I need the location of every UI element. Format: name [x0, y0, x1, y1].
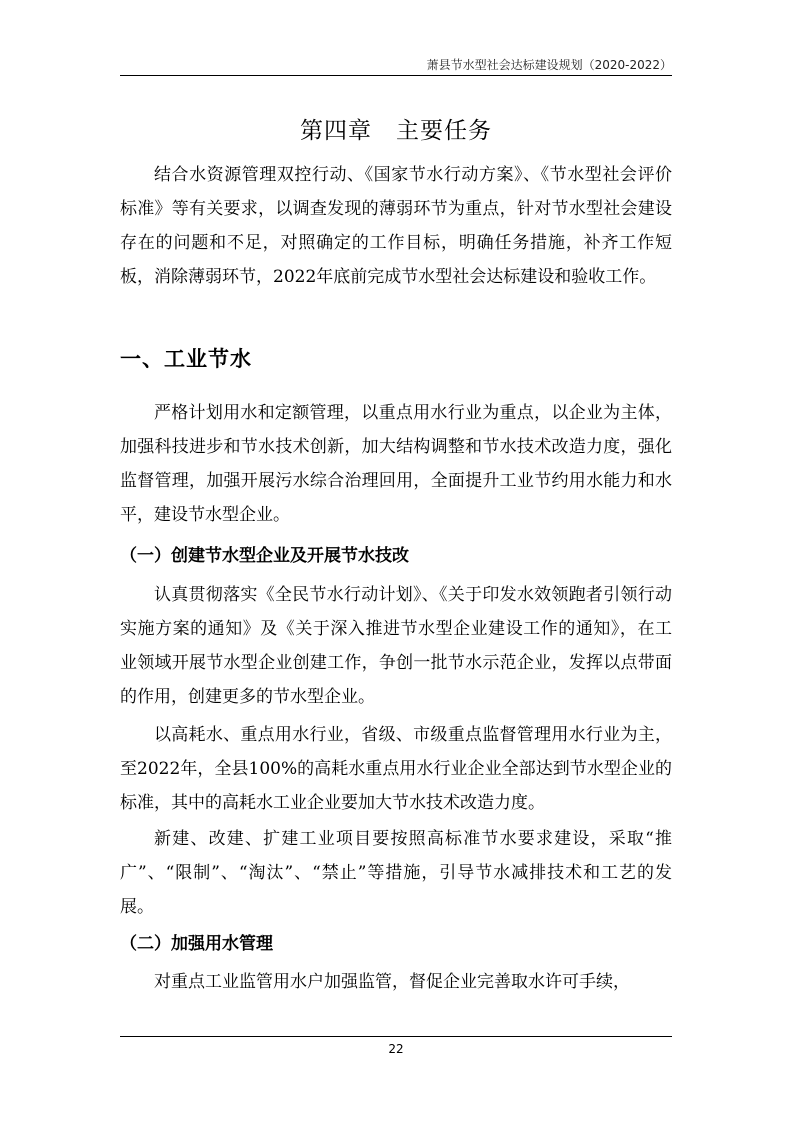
section-heading-industrial-water-saving: 一、工业节水 [120, 347, 252, 371]
header-rule [120, 75, 672, 76]
subsection-heading-enterprise-creation: （一）创建节水型企业及开展节水技改 [120, 546, 409, 566]
page-number: 22 [388, 1042, 404, 1056]
running-header: 萧县节水型社会达标建设规划（2020-2022） [426, 58, 672, 72]
subsection2-paragraph-1: 对重点工业监管用水户加强监管，督促企业完善取水许可手续， [154, 972, 630, 992]
chapter-intro-paragraph: 结合水资源管理双控行动、《国家节水行动方案》、《节水型社会评价标准》等有关要求，以调查发现的薄弱环节为重点，针对节水型社会建设存在的问题和不足，对照确定的工作目标，明确任务措施，补齐工作短板，消除薄弱环节，2022年底前完成节水型社会达标建设和验收工作。 [120, 165, 672, 287]
subsection1-paragraph-3: 新建、改建、扩建工业项目要按照高标准节水要求建设，采取“推广”、“限制”、“淘汰”、“禁止”等措施，引导节水减排技术和工艺的发展。 [120, 829, 672, 917]
section-intro-paragraph: 严格计划用水和定额管理，以重点用水行业为重点，以企业为主体，加强科技进步和节水技术创新，加大结构调整和节水技术改造力度，强化监督管理，加强开展污水综合治理回用，全面提升工业节约用水能力和水平，建设节水型企业。 [120, 403, 672, 525]
footer-rule [120, 1036, 672, 1037]
subsection1-paragraph-1: 认真贯彻落实《全民节水行动计划》、《关于印发水效领跑者引领行动实施方案的通知》及《关于深入推进节水型企业建设工作的通知》，在工业领域开展节水型企业创建工作，争创一批节水示范企业，发挥以点带面的作用，创建更多的节水型企业。 [120, 585, 672, 707]
chapter-title: 第四章 主要任务 [300, 118, 492, 144]
subsection-heading-water-management: （二）加强用水管理 [120, 934, 273, 954]
subsection1-paragraph-2: 以高耗水、重点用水行业，省级、市级重点监督管理用水行业为主，至2022年，全县100%的高耗水重点用水行业企业全部达到节水型企业的标准，其中的高耗水工业企业要加大节水技术改造力度。 [120, 725, 672, 813]
